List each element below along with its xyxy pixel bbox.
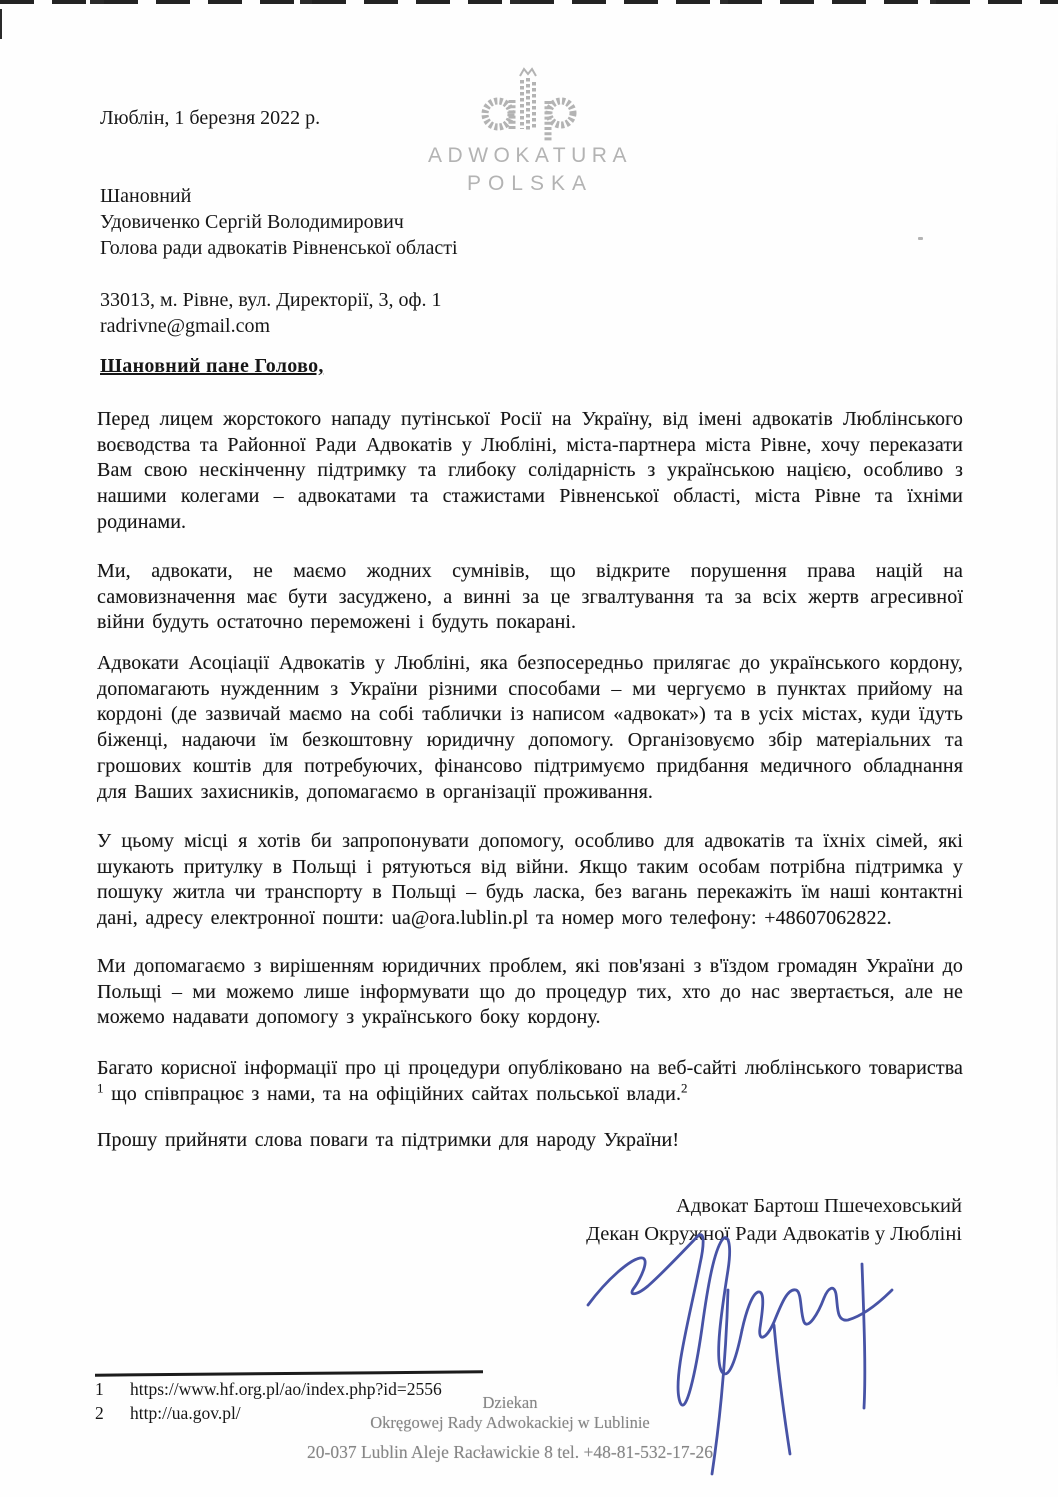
paragraph-websites-text2: що співпрацює з нами, та на офіційних сайтах польської влади.: [103, 1082, 682, 1105]
footnote-2-number: 2: [95, 1402, 104, 1423]
paragraph-offer-contacts: У цьому місці я хотів би запропонувати допомогу, особливо для адвокатів та їхніх сімей, які шукають притулку в Польщі і рятуються від війни. Якщо таким особам потрібна підтримка у пошуку житла чи транспорту в Польщі – будь ласка, без вагань перекажіть їм наші контактні дані, адресу електронної пошти: ua@ora.lublin.pl та номер мого телефону: +48607062822.: [97, 830, 963, 930]
footnote-marker-1: 1: [97, 1080, 104, 1096]
closing-line: Прошу прийняти слова поваги та підтримки для народу України!: [97, 1129, 680, 1151]
logo-text-line2: POLSKA: [466, 172, 594, 195]
footnote-1-number: 1: [95, 1379, 104, 1399]
scan-speck: [918, 237, 923, 240]
footer-council-name: Okręgowej Rady Adwokackiej w Lublinie: [370, 1413, 650, 1432]
salutation-line: Шановний пане Голово,: [100, 355, 324, 377]
signer-name: Адвокат Бартош Пшечеховський: [676, 1195, 962, 1217]
footnote-marker-2: 2: [681, 1080, 688, 1096]
recipient-address-block: [100, 287, 441, 339]
footer-address-phone: 20-037 Lublin Aleje Racławickie 8 tel. +48-81-532-17-26: [307, 1442, 713, 1462]
paragraph-websites-text1: Багато корисної інформації про ці процедури опубліковано на веб-сайті люблінського товариства: [97, 1057, 963, 1079]
footnote-2-url: http://ua.gov.pl/: [130, 1402, 241, 1423]
recipient-title: Голова ради адвокатів Рівненської області: [100, 237, 458, 259]
scan-left-artifact: [0, 9, 2, 39]
paragraph-solidarity: Перед лицем жорстокого нападу путінської Росії на Україну, від імені адвокатів Люблінського воєводства та Районної Ради Адвокатів у Любліні, міста-партнера міста Рівне, хочу переказати Вам свою нескінченну підтримку та глибоку солідарність з українською нацією, особливо з нашими колегами – адвокатами та стажистами Рівненської області, міста Рівне та їхніми родинами.: [97, 408, 963, 533]
recipient-greeting: Шановний: [100, 185, 192, 207]
eagle-monogram-icon: [470, 66, 590, 142]
adwokatura-polska-logo: [420, 66, 640, 198]
paragraph-border-help: Адвокати Асоціації Адвокатів у Любліні, яка безпосередньо прилягає до українського кордону, допомагають нужденним з України різними способами – ми чергуємо в пунктах прийому на кордоні (де зазвичай маємо на собі таблички із написом «адвокат») та в усіх містах, куди їдуть біженці, надаючи їм безкоштовну юридичну допомогу. Організовуємо збір матеріальних та грошових коштів для потребуючих, фінансово підтримуємо придбання медичного обладнання для Ваших захисників, допомагаємо в організації проживання.: [97, 652, 963, 803]
footnote-1-url: https://www.hf.org.pl/ao/index.php?id=2556: [130, 1379, 442, 1399]
paragraph-condemnation: Ми, адвокати, не маємо жодних сумнівів, що відкрите порушення права націй на самовизначення має бути засуджено, а винні за це згвалтування та за всіх жертв агресивної війни будуть остаточно переможені і будуть покарані.: [97, 560, 963, 634]
recipient-block: [100, 183, 458, 261]
sender-footer: [60, 1393, 960, 1462]
footnote-separator: [95, 1370, 483, 1376]
paragraph-legal-limits: Ми допомагаємо з вирішенням юридичних проблем, які пов'язані з в'їздом громадян України до Польщі – ми можемо лише інформувати що до процедур тих, хто до нас звертається, але не можемо надавати допомогу з українського боку кордону.: [97, 955, 963, 1029]
paragraph-websites: [97, 1056, 963, 1107]
signature-block: [586, 1192, 962, 1248]
logo-text-line1: ADWOKATURA: [428, 144, 632, 167]
recipient-address: 33013, м. Рівне, вул. Директорії, 3, оф. 1: [100, 289, 442, 311]
letter-date: Люблін, 1 березня 2022 р.: [100, 107, 321, 129]
signer-title: Декан Окружної Ради Адвокатів у Любліні: [586, 1223, 962, 1245]
scan-edge-artifact: [0, 0, 1058, 4]
footer-dziekan: Dziekan: [482, 1393, 538, 1412]
recipient-email: radrivne@gmail.com: [100, 315, 271, 337]
recipient-name: Удовиченко Сергій Володимирович: [100, 211, 404, 233]
